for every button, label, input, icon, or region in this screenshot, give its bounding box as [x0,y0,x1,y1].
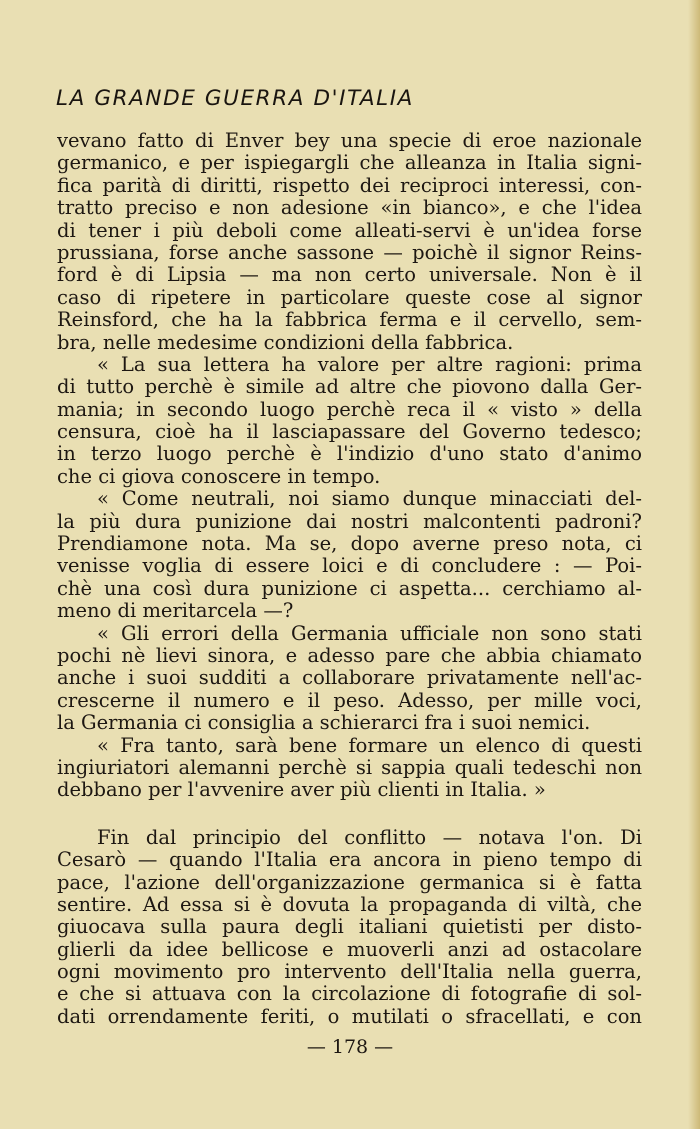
paragraph [57,354,642,488]
text-line: pochi nè lievi sinora, e adesso pare che abbia chiamato [57,644,642,667]
paragraph [57,130,642,354]
running-header: LA GRANDE GUERRA D'ITALIA [56,86,414,111]
text-line: Cesarò — quando l'Italia era ancora in pieno tempo di [57,849,642,872]
text-line: fica parità di diritti, rispetto dei reciproci interessi, con- [57,174,642,197]
text-line: di tener i più deboli come alleati-servi è un'idea forse [57,219,642,242]
text-line: Reinsford, che ha la fabbrica ferma e il cervello, sem- [57,309,642,332]
text-line: « Come neutrali, noi siamo dunque minacciati del- [97,488,642,511]
text-line: ogni movimento pro intervento dell'Italia nella guerra, [57,961,642,984]
text-line: e che si attuava con la circolazione di fotografie di sol- [57,983,642,1006]
text-line: di tutto perchè è simile ad altre che piovono dalla Ger- [57,376,642,399]
text-line: « Gli errori della Germania ufficiale non sono stati [97,622,642,645]
text-line: la più dura punizione dai nostri malcontenti padroni? [57,510,642,533]
text-line: in terzo luogo perchè è l'indizio d'uno stato d'animo [57,443,642,466]
text-line: meno di meritarcela —? [57,600,294,623]
text-line: mania; in secondo luogo perchè reca il « visto » della [57,398,642,421]
text-line: Prendiamone nota. Ma se, dopo averne preso nota, ci [57,533,642,556]
text-line: « La sua lettera ha valore per altre ragioni: prima [97,353,642,376]
text-line: germanico, e per ispiegargli che alleanza in Italia signi- [57,152,642,175]
text-line: che ci giova conoscere in tempo. [57,465,381,488]
paragraph [57,623,642,735]
section-gap [57,802,642,827]
text-line: tratto preciso e non adesione «in bianco», e che l'idea [57,197,642,220]
page-edge [688,0,700,1129]
text-line: caso di ripetere in particolare queste cose al signor [57,286,642,309]
text-line: crescerne il numero e il peso. Adesso, per mille voci, [57,689,642,712]
text-line: dati orrendamente feriti, o mutilati o sfracellati, e con [57,1005,642,1028]
text-line: censura, cioè ha il lasciapassare del Governo tedesco; [57,421,642,444]
text-line: « Fra tanto, sarà bene formare un elenco di questi [97,734,642,757]
paragraph [57,488,642,622]
text-line: bra, nelle medesime condizioni della fabbrica. [57,331,514,354]
body-text [57,130,642,1028]
text-line: glierli da idee bellicose e muoverli anzi ad ostacolare [57,938,642,961]
text-line: sentire. Ad essa si è dovuta la propaganda di viltà, che [57,893,642,916]
text-line: la Germania ci consiglia a schierarci fra i suoi nemici. [57,712,591,735]
text-line: giuocava sulla paura degli italiani quietisti per disto- [57,916,642,939]
text-line: anche i suoi sudditi a collaborare privatamente nell'ac- [57,667,642,690]
text-line: prussiana, forse anche sassone — poichè il signor Reins- [57,241,642,264]
text-line: Fin dal principio del conflitto — notava l'on. Di [97,826,642,849]
text-line: debbano per l'avvenire aver più clienti in Italia. » [57,779,546,802]
paragraph [57,735,642,802]
text-line: chè una così dura punizione ci aspetta... cerchiamo al- [57,577,642,600]
text-line: pace, l'azione dell'organizzazione germanica si è fatta [57,871,642,894]
text-line: vevano fatto di Enver bey una specie di eroe nazionale [57,130,642,152]
paragraph [57,827,642,1029]
text-line: ford è di Lipsia — ma non certo universale. Non è il [57,264,642,287]
text-line: venisse voglia di essere loici e di concludere : — Poi- [57,555,642,578]
page-number: — 178 — [306,1036,394,1058]
text-line: ingiuriatori alemanni perchè si sappia quali tedeschi non [57,756,642,779]
